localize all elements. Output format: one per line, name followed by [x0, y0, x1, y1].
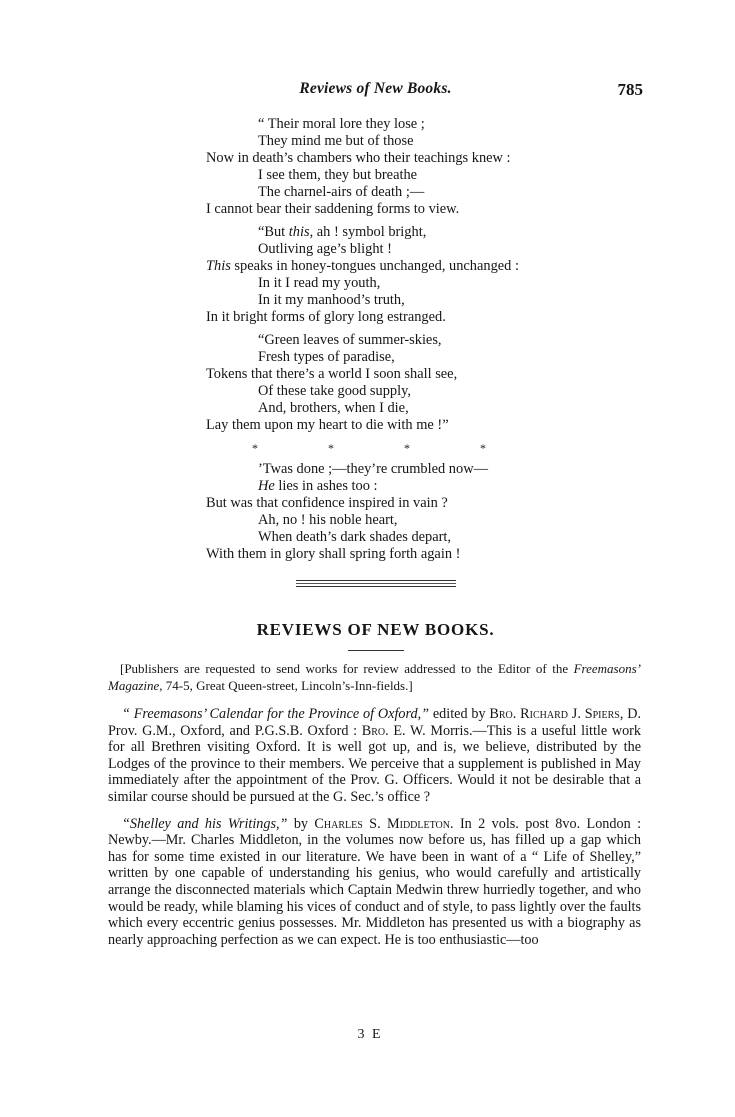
poem-line: With them in glory shall spring forth again ! — [206, 546, 461, 562]
reviews-body — [108, 660, 641, 958]
asterisk-divider — [206, 440, 626, 457]
poem-text: “But — [258, 224, 289, 240]
asterisk: * — [328, 441, 334, 455]
poem-line: Fresh types of paradise, — [258, 349, 395, 365]
review-paragraph — [108, 706, 641, 806]
poem-emphasis: This — [206, 258, 231, 274]
poem — [206, 116, 626, 569]
review-book-title: “ Freemasons’ Calendar for the Province of Oxford,” — [122, 706, 430, 722]
poem-text: , ah ! symbol bright, — [309, 224, 427, 240]
signature-mark: 3 E — [357, 1027, 383, 1042]
notice-text: , 74-5, Great Queen-street, Lincoln’s-Inn-fields.] — [159, 678, 413, 693]
poem-line: Lay them upon my heart to die with me !” — [206, 417, 449, 433]
poem-stanza — [206, 224, 626, 326]
poem-line: “ Their moral lore they lose ; — [258, 116, 425, 132]
asterisk: * — [252, 441, 258, 455]
poem-line: I cannot bear their saddening forms to view. — [206, 201, 460, 217]
poem-line: Of these take good supply, — [258, 383, 411, 399]
poem-line: They mind me but of those — [258, 133, 414, 149]
poem-line: “Green leaves of summer-skies, — [258, 332, 442, 348]
poem-line: Outliving age’s blight ! — [258, 241, 392, 257]
review-text: E. W. Morris.—This is a useful little work for all Brethren visiting Oxford. It is well got up, and is, we believe, distributed by the Lodges of the province to their members. We perceive that a supplement is published in May immediately after the appointment of the Prov. G. Officers. Would it not be desirable that a similar course should be pursued at the G. Sec.’s office ? — [108, 722, 641, 805]
running-head — [108, 80, 643, 102]
poem-emphasis: this — [288, 224, 310, 240]
review-text: . In 2 vols. post 8vo. London : Newby.—Mr. Charles Middleton, in the volumes now before us, has filled up a gap which has for some time existed in our literature. We have been in want of a “ Life of Shelley,” written by one capable of understanding his genius, who would carefully and artistically arrange the disconnected materials which Captain Medwin threw hurriedly together, and who would be ready, while blaming his vices of conduct and of style, to pass lightly over the faults which every eccentric genius possesses. Mr. Middleton has presented us with a biography as nearly approaching perfection as we can expect. He is too enthusiastic—too — [108, 815, 642, 948]
poem-line: ’Twas done ;—they’re crumbled now— — [258, 461, 488, 477]
poem-text: speaks in honey-tongues unchanged, unchanged : — [230, 258, 519, 274]
poem-line: I see them, they but breathe — [258, 167, 418, 183]
poem-line — [206, 478, 626, 495]
poem-line: Tokens that there’s a world I soon shall see, — [206, 366, 458, 382]
poem-line: Ah, no ! his noble heart, — [258, 512, 398, 528]
review-text: by — [287, 815, 315, 832]
page-number: 785 — [617, 80, 643, 99]
poem-line: The charnel-airs of death ;— — [258, 184, 425, 200]
review-editor-name: Bro. — [361, 722, 389, 739]
poem-line: Now in death’s chambers who their teachings knew : — [206, 150, 511, 166]
poem-line: In it bright forms of glory long estranged. — [206, 309, 446, 325]
asterisk: * — [404, 441, 410, 455]
running-head-title: Reviews of New Books. — [299, 80, 452, 97]
poem-stanza — [206, 332, 626, 434]
review-editor-name: Bro. Richard J. Spiers — [489, 706, 620, 722]
poem-stanza — [206, 116, 626, 218]
review-text: edited by — [429, 706, 490, 722]
poem-stanza — [206, 461, 626, 563]
review-author-name: Charles S. Middleton — [314, 815, 450, 832]
section-title: REVIEWS OF NEW BOOKS. — [256, 620, 495, 639]
section-divider — [296, 580, 456, 587]
poem-text: lies in ashes too : — [274, 478, 378, 494]
review-paragraph — [108, 816, 641, 949]
review-book-title: “Shelley and his Writings,” — [122, 815, 288, 832]
asterisk: * — [480, 441, 486, 455]
poem-line: And, brothers, when I die, — [258, 400, 409, 416]
poem-emphasis: He — [258, 478, 275, 494]
poem-line: In it I read my youth, — [258, 275, 381, 291]
poem-line: But was that confidence inspired in vain ? — [206, 495, 448, 511]
review-text: , D. Prov. G.M., Oxford, and P.G.S.B. Oxford : — [108, 706, 642, 739]
notice-text: [Publishers are requested to send works for review addressed to the Editor of the — [120, 661, 574, 676]
poem-line: When death’s dark shades depart, — [258, 529, 452, 545]
poem-line: In it my manhood’s truth, — [258, 292, 405, 308]
poem-line — [206, 258, 626, 275]
editor-notice — [108, 660, 641, 694]
magazine-name: Freemasons’ Magazine — [108, 661, 641, 693]
title-underline — [348, 650, 404, 651]
poem-line — [206, 224, 626, 241]
